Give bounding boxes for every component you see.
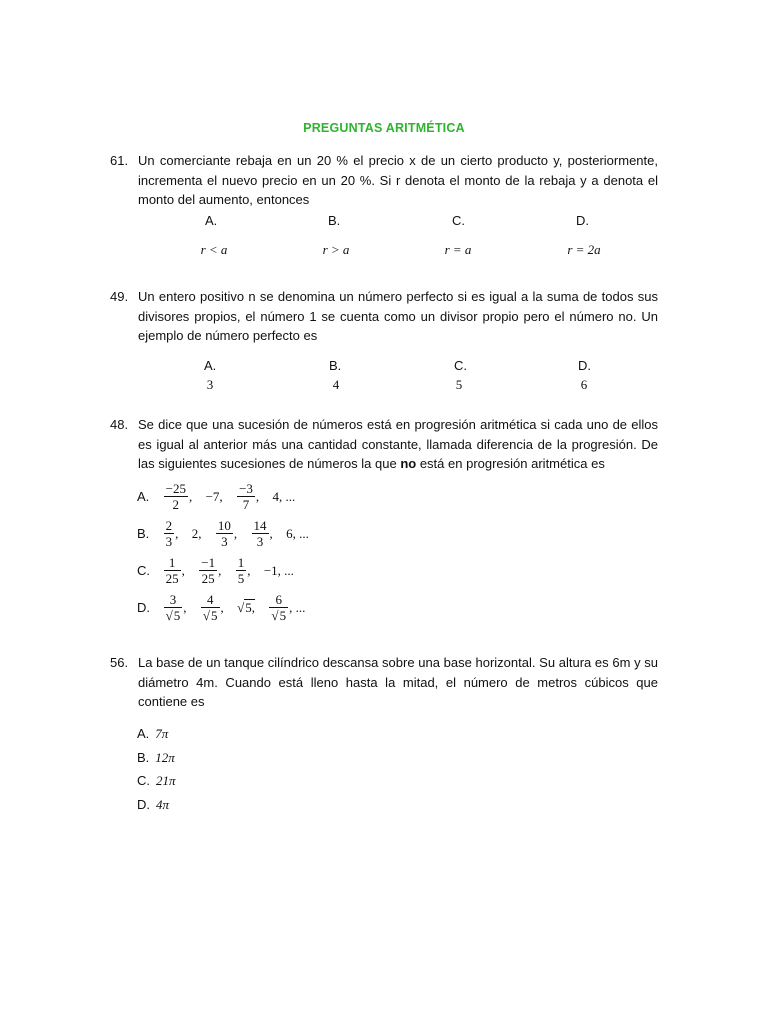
option-c-label: C.	[454, 358, 467, 373]
option-b-value: 4	[332, 377, 340, 392]
option-value: 7π	[155, 726, 169, 741]
option-d-label: D.	[578, 358, 591, 373]
numerator: 3	[169, 592, 177, 607]
fraction	[216, 518, 233, 549]
question-56	[110, 653, 658, 712]
denominator	[201, 607, 220, 623]
option-b-label: B.	[329, 358, 342, 373]
question-number: 61.	[110, 153, 129, 168]
numerator: 14	[253, 518, 267, 533]
question-61	[110, 151, 658, 210]
option-d-value: r = 2a	[567, 242, 601, 257]
option-list	[137, 722, 176, 816]
question-48	[110, 415, 658, 474]
radicand: 5	[211, 608, 218, 623]
radicand: 5	[279, 608, 287, 623]
fraction	[201, 592, 220, 623]
denominator: 3	[165, 534, 173, 549]
option-c	[137, 769, 176, 793]
question-text-part: Se dice que una sucesión de números está en progresión aritmética si cada uno de ellos es igual al anterior más una cantidad constante, llamada diferencia de la progresión. De las siguientes sucesiones de números la que	[138, 417, 658, 471]
term: 6, ...	[286, 525, 309, 541]
question-text: La base de un tanque cilíndrico descansa sobre una base horizontal. Su altura es 6m y su diámetro 4m. Cuando está lleno hasta la mitad, el número de metros cúbicos que contiene es	[138, 655, 658, 709]
option-c-value: 5	[455, 377, 463, 392]
option-c-value: r = a	[444, 242, 472, 257]
fraction	[236, 555, 247, 586]
option-a-value: 3	[206, 377, 214, 392]
denominator	[164, 607, 183, 623]
fraction	[237, 481, 255, 512]
sqrt-symbol: √5	[165, 608, 181, 623]
term: −1, ...	[263, 562, 294, 578]
fraction	[164, 481, 188, 512]
fraction	[164, 555, 181, 586]
fraction	[199, 555, 217, 586]
question-text-bold: no	[400, 456, 417, 471]
denominator: 25	[199, 570, 217, 586]
question-text: Un comerciante rebaja en un 20 % el precio x de un cierto producto y, posteriormente, incrementa el nuevo precio en un 20 %. Si r denota el monto de la rebaja y a denota el monto del aumento, entonces	[138, 153, 658, 207]
option-a-row: A. $\frac{-25}{2}$ , −7, $\frac{-3}{7}$ , 4, ...	[137, 481, 296, 512]
term: , ...	[289, 599, 306, 615]
numerator: −25	[165, 481, 186, 496]
denominator: 3	[252, 533, 269, 549]
denominator: 25	[165, 571, 179, 586]
denominator: 2	[164, 496, 188, 512]
question-text-part: está en progresión aritmética es	[416, 456, 605, 471]
option-label: A.	[137, 489, 150, 504]
fraction	[269, 592, 288, 623]
denominator: 5	[237, 571, 245, 586]
option-b-row: B. $\frac{2}{3}$ , 2, $\frac{10}{3}$ , $\frac{14}{3}$ , 6, ...	[137, 518, 309, 549]
option-a-label: A.	[205, 213, 218, 228]
option-label: A.	[137, 726, 150, 741]
numerator: 6	[275, 592, 282, 607]
page-title: PREGUNTAS ARITMÉTICA	[303, 121, 465, 135]
term: −7,	[205, 488, 223, 504]
numerator: −3	[239, 481, 253, 496]
option-c-row: C. $\frac{1}{25}$ , $\frac{-1}{25}$ , $\frac{1}{5}$ , −1, ...	[137, 555, 294, 586]
numerator: 4	[206, 592, 214, 607]
sqrt-symbol: √5	[202, 608, 218, 623]
numerator: 2	[165, 518, 173, 533]
term: 2,	[191, 525, 202, 541]
term: 4, ...	[272, 488, 296, 504]
numerator: 1	[237, 555, 245, 570]
question-number: 48.	[110, 417, 129, 432]
numerator: −1	[201, 555, 216, 570]
option-label: C.	[137, 773, 150, 788]
option-label: B.	[137, 526, 150, 541]
fraction	[164, 518, 175, 549]
denominator	[269, 607, 288, 623]
option-d-row: D. $\frac{3}{√5}$ , $\frac{4}{√5}$ , √5, $\frac{6}{√5}$ , ...	[137, 592, 306, 623]
option-label: D.	[137, 796, 150, 812]
question-49	[110, 287, 658, 346]
option-d	[137, 793, 176, 817]
option-label: D.	[137, 600, 150, 615]
numerator: 1	[168, 555, 176, 570]
denominator: 3	[216, 533, 233, 549]
option-value: 12π	[155, 749, 175, 765]
fraction	[252, 518, 269, 549]
option-a	[137, 722, 176, 746]
numerator: 10	[217, 518, 231, 533]
fraction	[164, 592, 183, 623]
sqrt-term: √5,	[237, 599, 256, 615]
question-number: 49.	[110, 289, 129, 304]
denominator: 7	[237, 496, 255, 512]
radicand: 5,	[245, 599, 256, 615]
option-d-value: 6	[580, 377, 588, 392]
option-value: 4π	[156, 796, 170, 812]
option-d-label: D.	[576, 213, 589, 228]
option-b	[137, 746, 176, 770]
option-label: B.	[137, 749, 150, 765]
question-number: 56.	[110, 655, 129, 670]
sqrt-symbol: √5	[271, 608, 287, 623]
option-a-value: r < a	[200, 242, 228, 257]
option-label: C.	[137, 563, 150, 578]
option-c-label: C.	[452, 213, 465, 228]
radicand: 5	[173, 608, 181, 623]
option-b-label: B.	[328, 213, 341, 228]
option-b-value: r > a	[322, 242, 350, 257]
question-text	[138, 415, 658, 474]
option-value: 21π	[156, 773, 176, 788]
option-a-label: A.	[204, 358, 217, 373]
question-text: Un entero positivo n se denomina un número perfecto si es igual a la suma de todos sus divisores propios, el número 1 se cuenta como un divisor propio pero el número no. Un ejemplo de número perfecto es	[138, 289, 658, 343]
